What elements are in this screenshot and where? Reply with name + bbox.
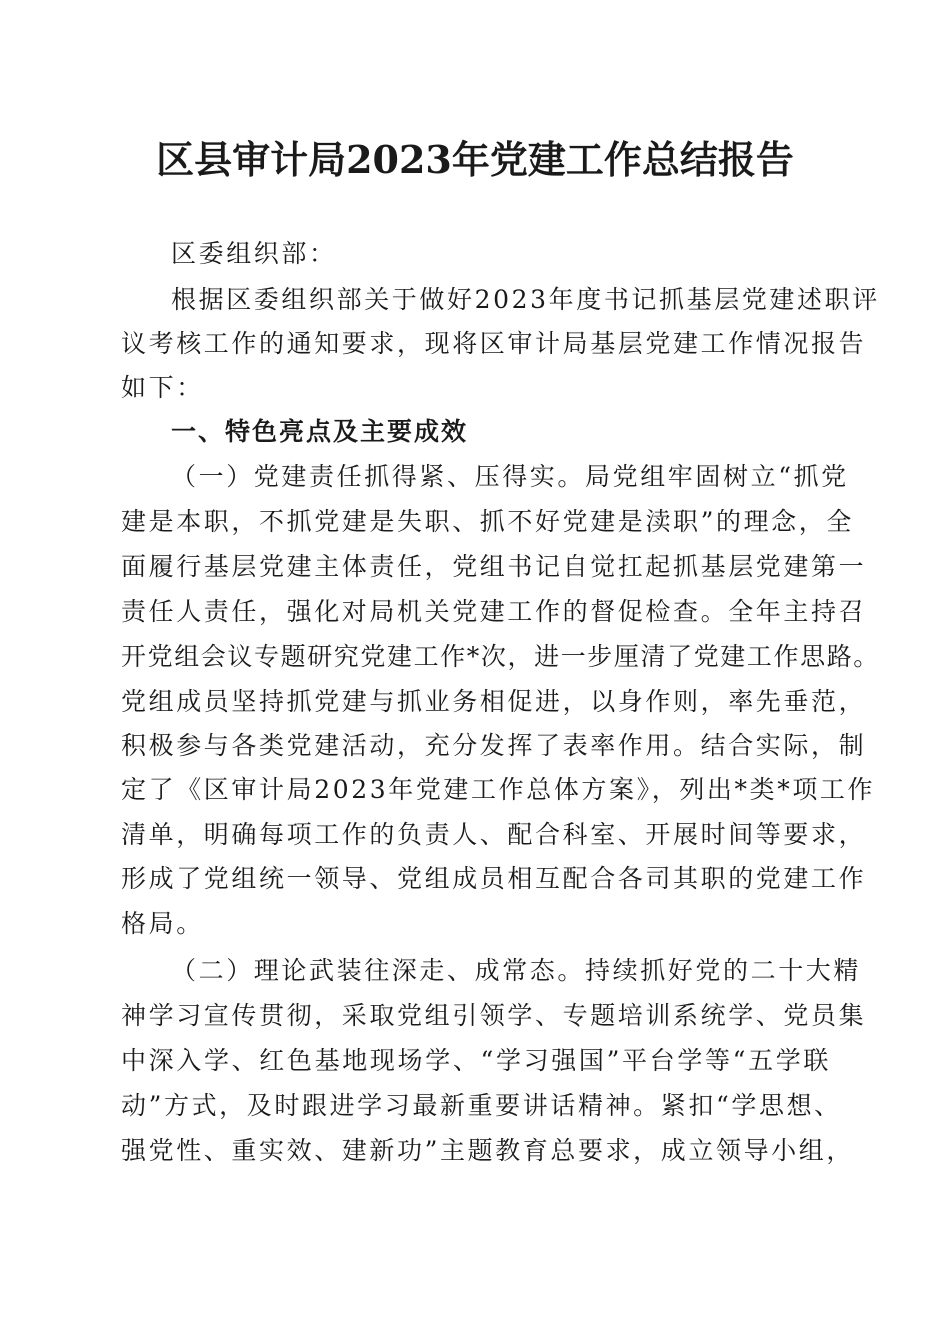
- paragraph-line: 议考核工作的通知要求，现将区审计局基层党建工作情况报告: [121, 329, 867, 358]
- paragraph-line: 清单，明确每项工作的负责人、配合科室、开展时间等要求，: [121, 820, 867, 849]
- section-heading: 一、特色亮点及主要成效: [171, 417, 469, 446]
- paragraph-line: 定了《区审计局2023年党建工作总体方案》，列出*类*项工作: [121, 775, 876, 804]
- paragraph-line: 中深入学、红色基地现场学、“学习强国”平台学等“五学联: [121, 1046, 831, 1075]
- paragraph-line: 面履行基层党建主体责任，党组书记自觉扛起抓基层党建第一: [121, 552, 867, 581]
- paragraph-line: 如下：: [121, 373, 204, 402]
- paragraph-line: 建是本职，不抓党建是失职、抓不好党建是渎职”的理念，全: [121, 507, 854, 536]
- paragraph-line: （二）理论武装往深走、成常态。持续抓好党的二十大精: [171, 956, 862, 985]
- document-title: 区县审计局2023年党建工作总结报告: [156, 137, 794, 182]
- paragraph-line: 强党性、重实效、建新功”主题教育总要求，成立领导小组，: [121, 1136, 854, 1165]
- paragraph-line: 动”方式，及时跟进学习最新重要讲话精神。紧扣“学思想、: [121, 1091, 842, 1120]
- salutation: 区委组织部：: [171, 239, 337, 268]
- paragraph-line: （一）党建责任抓得紧、压得实。局党组牢固树立“抓党: [171, 462, 849, 491]
- paragraph-line: 神学习宣传贯彻，采取党组引领学、专题培训系统学、党员集: [121, 1001, 867, 1030]
- paragraph-line: 格局。: [121, 909, 204, 938]
- paragraph-line: 责任人责任，强化对局机关党建工作的督促检查。全年主持召: [121, 597, 867, 626]
- paragraph-line: 开党组会议专题研究党建工作*次，进一步厘清了党建工作思路。: [121, 642, 880, 671]
- paragraph-line: 形成了党组统一领导、党组成员相互配合各司其职的党建工作: [121, 864, 867, 893]
- paragraph-line: 党组成员坚持抓党建与抓业务相促进，以身作则，率先垂范，: [121, 687, 867, 716]
- paragraph-line: 积极参与各类党建活动，充分发挥了表率作用。结合实际，制: [121, 731, 867, 760]
- paragraph-line: 根据区委组织部关于做好2023年度书记抓基层党建述职评: [171, 285, 880, 314]
